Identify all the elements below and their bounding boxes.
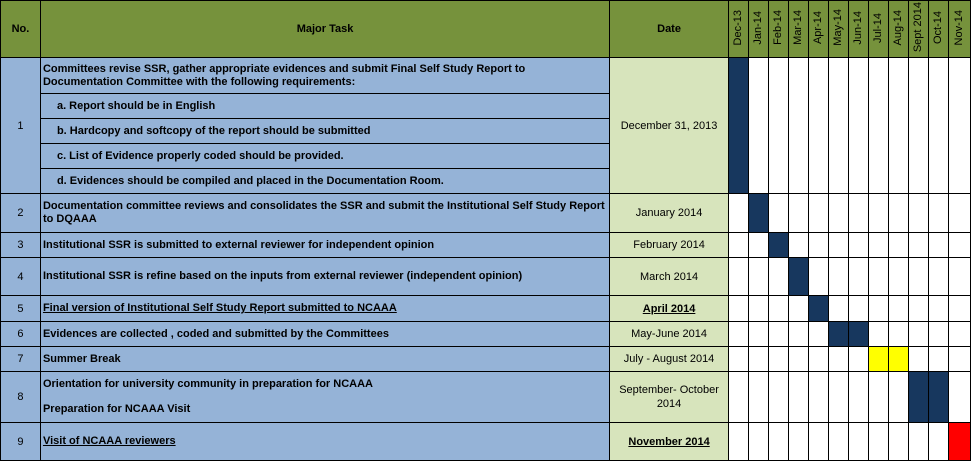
gantt-cell: [748, 423, 768, 461]
gantt-cell: [848, 258, 868, 296]
month-label: Jun-14: [852, 10, 865, 45]
gantt-cell: [928, 322, 948, 347]
gantt-cell: [748, 296, 768, 322]
gantt-cell: [908, 194, 928, 233]
gantt-cell: [748, 58, 768, 194]
month-label: Aug-14: [892, 9, 905, 46]
gantt-cell: [748, 347, 768, 372]
gantt-cell: [948, 372, 970, 423]
task-requirement: c. List of Evidence properly coded should be provided.: [40, 144, 609, 169]
gantt-cell: [868, 194, 888, 233]
header-date: Date: [610, 1, 729, 58]
gantt-cell: [868, 372, 888, 423]
month-label: Mar-14: [792, 10, 805, 45]
table-row: [1, 423, 971, 461]
month-label: Apr-14: [812, 10, 825, 45]
gantt-cell: [729, 258, 749, 296]
gantt-cell: [848, 322, 868, 347]
gantt-cell: [788, 258, 808, 296]
month-label: May-14: [832, 9, 845, 46]
gantt-cell: [768, 347, 788, 372]
row-number: 7: [1, 347, 41, 372]
row-number: 4: [1, 258, 41, 296]
table-row: [1, 296, 971, 322]
month-header: [848, 1, 868, 58]
gantt-cell: [768, 296, 788, 322]
gantt-cell: [908, 372, 928, 423]
gantt-cell: [808, 194, 828, 233]
gantt-cell: [788, 347, 808, 372]
gantt-cell: [808, 372, 828, 423]
gantt-cell: [888, 233, 908, 258]
gantt-cell: [868, 423, 888, 461]
gantt-cell: [948, 194, 970, 233]
row-number: 9: [1, 423, 41, 461]
month-header: [808, 1, 828, 58]
gantt-cell: [868, 347, 888, 372]
gantt-cell: [768, 58, 788, 194]
gantt-cell: [788, 322, 808, 347]
month-label: Feb-14: [772, 10, 785, 45]
gantt-cell: [808, 258, 828, 296]
task-requirement: a. Report should be in English: [40, 94, 609, 119]
gantt-cell: [908, 296, 928, 322]
gantt-cell: [729, 322, 749, 347]
gantt-cell: [788, 423, 808, 461]
gantt-cell: [828, 58, 848, 194]
gantt-cell: [928, 296, 948, 322]
gantt-cell: [888, 347, 908, 372]
task-text: Summer Break: [40, 347, 609, 372]
month-header: [928, 1, 948, 58]
task-text: Committees revise SSR, gather appropriate evidences and submit Final Self Study Report to Documentation Committee with the following requirements:: [40, 58, 609, 94]
table-row: [1, 194, 971, 233]
table-row: [1, 58, 971, 94]
gantt-cell: [888, 194, 908, 233]
gantt-cell: [888, 423, 908, 461]
gantt-cell: [788, 233, 808, 258]
task-date: February 2014: [610, 233, 729, 258]
row-number: 5: [1, 296, 41, 322]
header-no: No.: [1, 1, 41, 58]
gantt-cell: [908, 258, 928, 296]
gantt-cell: [928, 372, 948, 423]
gantt-cell: [828, 296, 848, 322]
gantt-cell: [848, 423, 868, 461]
header-row: [1, 1, 971, 58]
gantt-cell: [748, 233, 768, 258]
month-label: Sept 2014: [912, 2, 925, 53]
month-label: Nov-14: [953, 9, 966, 46]
gantt-cell: [729, 58, 749, 194]
gantt-cell: [748, 322, 768, 347]
gantt-cell: [848, 58, 868, 194]
gantt-cell: [948, 423, 970, 461]
month-header: [828, 1, 848, 58]
task-line: Orientation for university community in preparation for NCAAA: [42, 378, 373, 390]
gantt-cell: [808, 322, 828, 347]
month-header: [748, 1, 768, 58]
gantt-cell: [868, 296, 888, 322]
month-label: Jan-14: [752, 10, 765, 45]
task-date: December 31, 2013: [610, 58, 729, 194]
gantt-cell: [788, 296, 808, 322]
gantt-cell: [848, 194, 868, 233]
gantt-cell: [748, 194, 768, 233]
gantt-cell: [848, 347, 868, 372]
month-header: [868, 1, 888, 58]
task-date: November 2014: [610, 423, 729, 461]
gantt-cell: [948, 347, 970, 372]
gantt-cell: [729, 296, 749, 322]
gantt-cell: [828, 194, 848, 233]
gantt-cell: [788, 372, 808, 423]
gantt-cell: [868, 58, 888, 194]
task-date: March 2014: [610, 258, 729, 296]
gantt-cell: [768, 423, 788, 461]
gantt-cell: [908, 58, 928, 194]
gantt-cell: [748, 372, 768, 423]
gantt-cell: [768, 372, 788, 423]
gantt-cell: [768, 258, 788, 296]
gantt-cell: [729, 194, 749, 233]
gantt-cell: [928, 347, 948, 372]
task-text: [40, 372, 609, 423]
month-header: [729, 1, 749, 58]
gantt-cell: [848, 296, 868, 322]
task-text: Evidences are collected , coded and submitted by the Committees: [40, 322, 609, 347]
month-label: Jul-14: [872, 12, 885, 43]
gantt-cell: [768, 194, 788, 233]
gantt-cell: [948, 258, 970, 296]
table-row: [1, 347, 971, 372]
task-text: Visit of NCAAA reviewers: [40, 423, 609, 461]
gantt-cell: [948, 233, 970, 258]
gantt-cell: [748, 258, 768, 296]
gantt-cell: [888, 296, 908, 322]
task-date: September- October 2014: [610, 372, 729, 423]
row-number: 8: [1, 372, 41, 423]
gantt-cell: [848, 233, 868, 258]
gantt-cell: [888, 372, 908, 423]
gantt-cell: [729, 233, 749, 258]
gantt-cell: [808, 296, 828, 322]
gantt-cell: [928, 58, 948, 194]
gantt-cell: [928, 194, 948, 233]
gantt-cell: [788, 194, 808, 233]
gantt-cell: [888, 322, 908, 347]
gantt-cell: [828, 347, 848, 372]
gantt-cell: [868, 258, 888, 296]
month-header: [948, 1, 970, 58]
month-header: [908, 1, 928, 58]
gantt-cell: [868, 322, 888, 347]
task-date: April 2014: [610, 296, 729, 322]
gantt-cell: [868, 233, 888, 258]
table-row: [1, 372, 971, 423]
gantt-cell: [848, 372, 868, 423]
gantt-cell: [928, 233, 948, 258]
gantt-cell: [808, 58, 828, 194]
task-requirement: d. Evidences should be compiled and placed in the Documentation Room.: [40, 169, 609, 194]
month-label: Dec-13: [732, 9, 745, 46]
gantt-cell: [828, 258, 848, 296]
gantt-cell: [908, 423, 928, 461]
task-text: Documentation committee reviews and consolidates the SSR and submit the Institutional Self Study Report to DQAAA: [40, 194, 609, 233]
gantt-cell: [768, 322, 788, 347]
gantt-cell: [808, 423, 828, 461]
gantt-cell: [908, 347, 928, 372]
task-text: Institutional SSR is refine based on the inputs from external reviewer (independent opinion): [40, 258, 609, 296]
table-row: [1, 233, 971, 258]
gantt-cell: [729, 372, 749, 423]
month-header: [768, 1, 788, 58]
gantt-cell: [928, 423, 948, 461]
row-number: 3: [1, 233, 41, 258]
table-row: [1, 322, 971, 347]
gantt-cell: [808, 347, 828, 372]
gantt-cell: [729, 347, 749, 372]
gantt-cell: [908, 233, 928, 258]
gantt-cell: [888, 258, 908, 296]
task-date: May-June 2014: [610, 322, 729, 347]
gantt-cell: [729, 423, 749, 461]
task-date: July - August 2014: [610, 347, 729, 372]
gantt-cell: [828, 322, 848, 347]
table-row: [1, 258, 971, 296]
gantt-cell: [948, 322, 970, 347]
gantt-cell: [768, 233, 788, 258]
task-date: January 2014: [610, 194, 729, 233]
task-text: Final version of Institutional Self Study Report submitted to NCAAA: [40, 296, 609, 322]
header-major-task: Major Task: [40, 1, 609, 58]
month-header: [788, 1, 808, 58]
gantt-cell: [928, 258, 948, 296]
gantt-cell: [948, 58, 970, 194]
gantt-cell: [828, 233, 848, 258]
gantt-cell: [828, 372, 848, 423]
gantt-cell: [948, 296, 970, 322]
gantt-cell: [908, 322, 928, 347]
row-number: 1: [1, 58, 41, 194]
month-header: [888, 1, 908, 58]
gantt-cell: [788, 58, 808, 194]
row-number: 2: [1, 194, 41, 233]
row-number: 6: [1, 322, 41, 347]
task-line: Preparation for NCAAA Visit: [42, 403, 191, 415]
gantt-cell: [808, 233, 828, 258]
month-label: Oct-14: [932, 10, 945, 44]
gantt-cell: [888, 58, 908, 194]
task-requirement: b. Hardcopy and softcopy of the report should be submitted: [40, 119, 609, 144]
task-text: Institutional SSR is submitted to external reviewer for independent opinion: [40, 233, 609, 258]
gantt-cell: [828, 423, 848, 461]
